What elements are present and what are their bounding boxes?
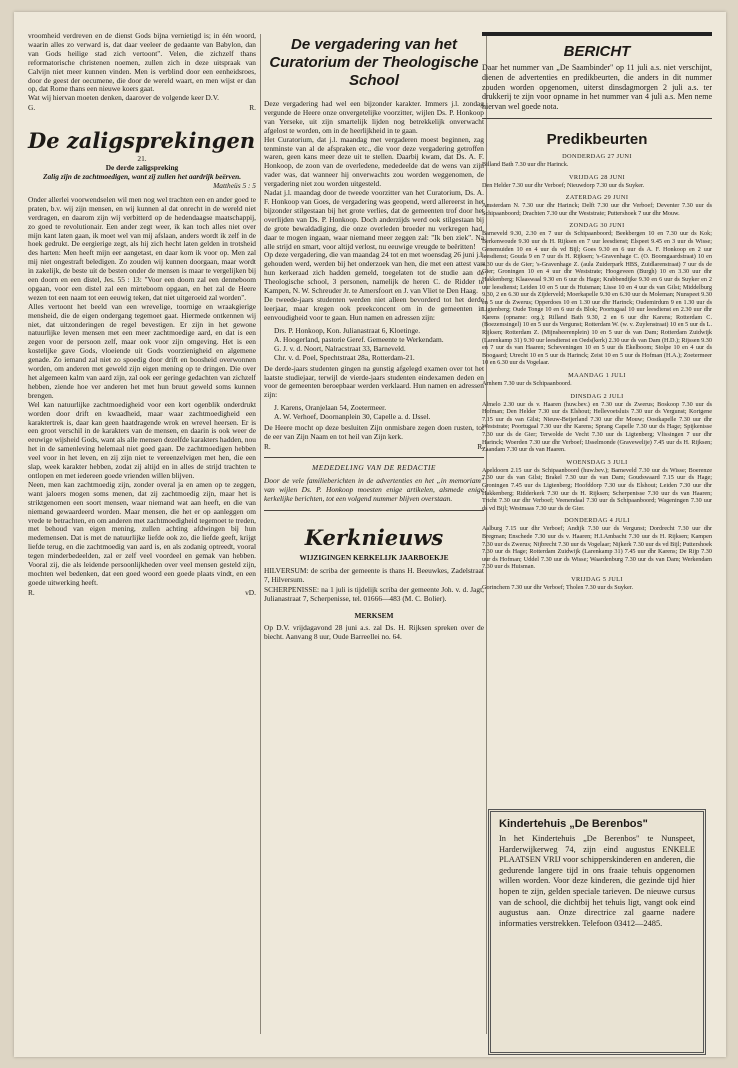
curatorium-paragraph: Nadat j.l. maandag door de tweede voorzitter van het Curatorium, Ds. A. F. Honkoop van Goes, de vergadering was geopend, werd allereerst in het bijzonder stilgestaan bij het grote verlies, dat de gemeenten trof door het overlijden van Ds. P. Honkoop. Doch anderzijds werd ook stilgestaan bij de grote bewaldadiging, die onze overleden broeder nu verkregen had, daar te mogen ingaan, waar niemand meer zeggen zal: "Ik ben ziek". Na alle strijd en smart, voor altijd verlost, nu eeuwige vreugde te beëritten! bbox=[264, 188, 484, 251]
bible-reference: Mattheüs 5 : 5 bbox=[213, 180, 256, 190]
day-heading: VRIJDAG 28 JUNI bbox=[568, 173, 626, 181]
day-heading: WOENSDAG 3 JULI bbox=[566, 458, 628, 466]
column-left bbox=[28, 32, 256, 597]
day-schedule: Gorinchem 7.30 uur dhr Verboef; Tholen 7.30 uur ds Suyker. bbox=[482, 583, 633, 591]
kindertehuis-advertisement bbox=[488, 809, 706, 1055]
divider bbox=[264, 510, 484, 511]
kerknieuws-subtitle: WIJZIGINGEN KERKELIJK JAARBOEKJE bbox=[299, 552, 449, 562]
signature-right: vD. bbox=[245, 587, 256, 597]
day-schedule: Almelo 2.30 uur ds v. Haaren (huw.bev.) en 7.30 uur ds Zwerus; Boskoop 7.30 uur ds Hofman; Den Helder 7.30 uur ds Elshout; Hellevoetsluis 7.30 uur ds Vergunst; Kortgene 7.15 uur ds van Gilst; Nieuw-Beijerland 7.30 uur dhr Mouw; Oostkapelle 7.30 uur dhr Weststrate; Poortugaal 7.30 uur dhr Karens; Sprang Capelle 7.30 uur ds Hage; Spijkenisse 7.30 uur ds de Gier; Terwolde de Vecht 7.30 uur ds Ligtenberg; Vlissingen 7 uur dhr Harinck; Woerden 7.30 uur dhr Verboef; IJsselmonde (Gravewelije) 7.45 uur ds H. Rijksen; Zaandam 7.30 uur ds van Haaren. bbox=[482, 400, 712, 454]
signature-left: G. bbox=[28, 103, 36, 113]
day-schedule: Aalburg 7.15 uur dhr Verboef; Andijk 7.30 uur ds Vergunst; Dordrecht 7.30 uur dhr Bregman; Enschede 7.30 uur ds v. Haaren; H.I.Ambacht 7.30 uur ds H. Rijksen; Kampen 7.30 uur ds Zwerus; Nijbrecht 7.30 uur ds Vogelaar; Nijkerk 7.30 uur ds vd Bijl; Puttershoek 7.30 uur ds Hage; Rotterdam Zuidwijk (Larenkamp 31) 7.45 uur dhr Karens; De Rijp 7.30 uur ds Hofman; Uddel 7.30 uur ds Wisse; Waardenburg 7.30 uur ds van Dam; Werkendam 7.30 uur ds Huisman. bbox=[482, 525, 712, 571]
article-paragraph: Wel kan natuurlijke zachtmoedigheid voor een kort ogenblik onderdrukt worden door drift en kwaadheid, maar waar zachtmoedigheid een karaktertrek is, daar kan geen haatdragende wrok en wrevel heersen. Er is een groot verschil in de karakters van de mensen, en daarin is ook weer de eeuwige wijsheid Gods, want als alle mensen dezelfde karakters hadden, nou het in de samenleving helemaal niet goed gaan. De zachtmoedigen hebben veel voor in het leven, en zij zijn niet te vereenzelvigen met hen, die een slap, week karakter hebben, zodat zij altijd en in alles de strijd trachten te ontlopen en met iedereen goede vrienden willen blijven. bbox=[28, 399, 256, 480]
kerknieuws-item: SCHERPENISSE: na 1 juli is tijdelijk scriba der gemeente Joh. v. d. Jagt, Julianastraat 7, Scherpenisse, tel. 01666—483 (M. C. Bolier). bbox=[264, 585, 484, 604]
predikbeurten-title: Predikbeurten bbox=[546, 130, 648, 148]
address-item: A. W. Verhoef, Doornanplein 30, Capelle a. d. IJssel. bbox=[274, 412, 431, 422]
day-heading: ZONDAG 30 JUNI bbox=[569, 222, 625, 230]
article-title: De zaligsprekingen bbox=[28, 128, 256, 154]
address-item: J. Karens, Oranjelaan 54, Zoetermeer. bbox=[274, 403, 387, 413]
signature-left: R. bbox=[28, 587, 35, 597]
day-heading: VRIJDAG 5 JULI bbox=[571, 575, 623, 583]
article-paragraph: Neen, men kan zachtmoedig zijn, zonder overal ja en amen op te zeggen, want jaloers mogen soms menen, dat zij zachtmoedig zijn, maar het is striktgenomen een soort mensen, waar niemand wat aan heeft, en die van niemand gewaardeerd worden. Maar mensen, die het er op aanleggen om vrede te betrachten, en om anderen met zachtmoedigheid tegemoet te treden, met behoud van eigen mening, zullen achting afdwingen bij hun medemensen. Dat is met de natuurlijke liefde ook zo, die liefde geeft, krijgt liefde terug, en die zachtmoedig van aard is, en als zodanig optreedt, vooral tegen minderbedeelden, zal er zelf veel voordeel en gemak van hebben. Vooral zij, die als leidende persoonlijkheden over veel mensen gesteld zijn, mochten wel bedenken, dat een goed woord een goede plaats vindt, en een goede uitwerking heeft. bbox=[28, 479, 256, 587]
advertisement-text: In het Kindertehuis „De Berenbos" te Nunspeet, Harderwijkerweg 74, zijn eind augustus ENKELE PLAATSEN VRIJ voor schipperskinderen en anderen, die gedurende langere tijd in ons fraaie tehuis opgenomen willen worden. Voor deze kinderen, die gezinde tijd hier hopen te zijn, gelden speciale tarieven. De nieuwe cursus van de school, die dichtbij het tehuis ligt, vangt ook eind augustus aan. Onze directrice zal gaarne nadere informaties verstrekken. Telefoon 03412—2485. bbox=[499, 834, 695, 928]
day-schedule: Billand Bath 7.30 uur dhr Harinck. bbox=[482, 160, 569, 168]
kerknieuws-item: HILVERSUM: de scriba der gemeente is thans H. Beeuwkes, Zadelstraat 7, Hilversum. bbox=[264, 565, 484, 584]
intro-closing: Wat wij hiervan moeten denken, daarover de volgende keer D.V. bbox=[28, 93, 219, 103]
advertisement-title: Kindertehuis „De Berenbos" bbox=[499, 818, 648, 830]
signature-right: R. bbox=[477, 442, 484, 452]
signature bbox=[28, 588, 256, 597]
article-number: 21. bbox=[137, 154, 147, 164]
curatorium-paragraph: De tweede-jaars studenten werden niet alleen bevorderd tot het derde leerjaar, maar kregen ook preekconcent om in de gemeenten in eenvoudigheid voor te gaan. Hun namen en adressen zijn: bbox=[264, 294, 484, 322]
curatorium-paragraph: Op deze vergadering, die van maandag 24 tot en met woensdag 26 juni j.l. gehouden werd, werden bij het onderzoek van hen, die met een attest van hun kerkeraad zich hadden gemeld, toegelaten tot de studie aan de Theologische school, 3 personen, namelijk de heren C. de Ridder te Kampen, N. W. Schreuder Jr. te Amersfoort en J. van Vliet te Den Haag. bbox=[264, 250, 484, 296]
day-schedule: Apeldoorn 2.15 uur ds Schipaanboord (huw.bev.); Barneveld 7.30 uur ds Wisse; Boerenze 7.30 uur ds van Gilst; Brakel 7.30 uur ds van Dam; Goudswaard 7.15 uur ds Hage; Groningen 7.45 uur ds Ligtenberg; Hoofddorp 7.30 uur ds Elshout; Leiden 7.30 uur dhr Hakkenberg; Ridderkerk 7.30 uur ds H. Rijksen; Scherpenisse 7.30 uur ds van Haaren; Tricht 7.30 uur dhr Verboef; Veenendaal 7.30 uur ds Schipaanboord; Wageningen 7.30 uur ds vd Bijl; Westmaas 7.30 uur ds de Gier. bbox=[482, 466, 712, 512]
day-schedule: Arnhem 7.30 uur ds Schipaanboord. bbox=[482, 380, 572, 388]
article-subtitle: De derde zaligspreking bbox=[105, 163, 179, 173]
newspaper-page bbox=[14, 12, 726, 1057]
day-heading: MAANDAG 1 JULI bbox=[568, 372, 626, 380]
address-item: Chr. v. d. Poel, Spechtstraat 28a, Rotterdam-21. bbox=[274, 352, 415, 362]
bericht-box bbox=[482, 32, 712, 112]
column-right bbox=[482, 32, 712, 928]
curatorium-paragraph: De Heere mocht op deze besluiten Zijn onmisbare zegen doen rusten, tot de eer van Zijn Naam en tot heil van Zijn kerk. bbox=[264, 423, 484, 442]
day-heading: DONDERDAG 4 JULI bbox=[564, 517, 630, 525]
merksem-title: MERKSEM bbox=[354, 611, 394, 621]
curatorium-title: De vergadering van het Curatorium der Theologische School bbox=[269, 36, 479, 89]
curatorium-paragraph: De derde-jaars studenten gingen na gunstig afgelegd examen over tot het laatste studiejaar, terwijl de vierde-jaars studenten eindexamen deden en voor de gemeenten beroepbaar werden verklaard. Hun namen en adressen zijn: bbox=[264, 363, 484, 400]
student-address-list bbox=[264, 326, 484, 362]
schedule-list bbox=[482, 153, 712, 592]
bericht-text: Daar het nummer van „De Saambinder" op 11 juli a.s. niet verschijnt, dienen de advertenties en predikbeurten, die anders in dit nummer zouden worden opgenomen, uiterst dinsdagmorgen 2 juli a.s. ter drukkerij te zijn voor opname in het nummer van 4 juli a.s. Men neme hiervan wel goede nota. bbox=[482, 63, 712, 112]
day-heading: DINSDAG 2 JULI bbox=[570, 392, 624, 400]
signature-left: R. bbox=[264, 442, 271, 452]
column-divider bbox=[260, 34, 261, 1034]
bible-quote: Zalig zijn de zachtmoedigen, want zij zullen het aardrijk beërven. bbox=[42, 172, 242, 182]
article-paragraph: Onder allerlei voorwendselen wil men nog wel trachten een en ander goed te praten, b.v. wij zijn mensen, en wij kunnen al dat onrecht in de wereld niet verdragen, en daarom zijn wij verbitterd op de hedendaagse maatschappij, zo goed te revolutionair. Een ander zegt weer, ik kan toch alles niet over mijn kant laten gaan, ik moet wel van mij afslaan, anders wordt ik zelf in de hoek gedrukt. De eergierige zegt, als hij zich hecht laten gelden in trotsheid des harten: Men heeft mijn eer aangetast, en daar kom ik voor op. Men zal mij niet ongestraft beledigen. Zo zouden wij kunnen doorgaan, maar wordt in zakelijk, de beste uit de besten onder de mensen is maar te vergelijken bij een doorn en een distel, Jes. 55 : 13: "Voor een doorn zal een denneboom opgaan, voor een distel zal een mirteboom opgaan, en het zal de Heere wezen tot een naam tot een eeuwig teken, dat niet uitgeroeid zal worden". bbox=[28, 194, 256, 302]
signature bbox=[28, 103, 256, 112]
day-heading: DONDERDAG 27 JUNI bbox=[562, 152, 632, 160]
intro-paragraph: vroomheid verdreven en de dienst Gods bijna vernietigd is; in één woord, waarin alles zo verward is, dat daar veeleer de gedaante van Babylon, dan van Gods heilige stad zich vertoont". Velen, die zichzelf thans reformatorische christenen noemen, zullen zich in deze uitspraak van Calvijn niet meer kunnen vinden. Men is verblind door een eenheidsroes, door de geest der oecumene, die door de wereld waart, en men wijst er dan op, dat Rome thans een nieuwe koers gaat. bbox=[28, 31, 256, 94]
kerknieuws-title: Kerknieuws bbox=[304, 524, 444, 550]
divider bbox=[482, 118, 712, 119]
day-heading: ZATERDAG 29 JUNI bbox=[565, 194, 629, 202]
address-item: A. Hoogerland, pastorie Geref. Gemeente te Werkendam. bbox=[274, 334, 444, 344]
signature bbox=[264, 442, 484, 451]
graduate-address-list bbox=[264, 403, 484, 421]
curatorium-paragraph: Deze vergadering had wel een bijzonder karakter. Immers j.l. zondag vergunde de Heere onze onvergetelijke voorzitter, wijlen Ds. P. Honkoop van Yerseke, uit zijn smartelijk lijden nog betrekkelijk onverwacht afgelost te worden, om in de heerlijkheid in te gaan. bbox=[264, 99, 484, 135]
bericht-title: BERICHT bbox=[563, 43, 631, 60]
day-schedule: Barneveld 9.30, 2.30 en 7 uur ds Schipaanboord; Beekbergen 10 en 7.30 uur ds Kok; Berkenwoude 9.30 uur ds H. Rijksen en 7 uur leesdienst; Elspeet 9.45 en 3 uur ds Wisse; Genemuiden 10 en 4 uur ds vd Bijl; Goes 9.30 en 6 uur ds A. F. Honkoop en 2 uur leesdienst; Gouda 9 en 7 uur ds H. Rijksen; 's-Gravenhage C. (O. Boomgaardstraat) 10 en 4.30 uur ds de Gier; 's-Gravenhage Z. (aula Zuiderpark HBS, Zuidlarenstraat) 7 uur ds de Gier; Groningen 10 en 4 uur dhr Weststrate; Hoogeveen (Burgh) 10 en 3.30 uur dhr Hakkenberg; Klaaswaal 9.30 en 6 uur ds Hage; Krabbendijke 9.30 en 6 uur ds Suyker en 2 uur leesdienst; Leiden 10 en 5 uur ds Huisman; Lisse 10 en 4 uur ds van Gilst; Middelburg 9.30, 2 en 6.30 uur ds Zijderveld; Moerkapelle 9.30 en 6.30 uur ds Moleman; Nunspeet 9.30 en 5 uur ds Zwerus; Opperdoes 10 en 1.30 uur dhr Harinck; Oudemirdum 9 en 1.30 uur ds Ligtenberg; Oude Tonge 10 en 6 uur ds Blok; Poortugaal 10 uur leesdienst en 2.30 uur dhr Karens (opname: org.); Rilland Bath 9.30, 2 en 6 uur dhr Karens; Rotterdam C. (Boezemsingel) 10 en 5 uur ds Vergunst; Rotterdam W. (w. v. Zuylenstraat) 10 en 5 uur ds L. Rijksen; Rotterdam Z. (Mijnsheerenplein) 10 en 5 uur ds van Dam; Rotterdam Zuidwijk (Larenkamp 31) 9.30 uur leesdienst en Oeds(kerk) 2.30 uur ds van Dam (H.D.); Rijssen 9.30 en 7 uur ds van Haaren; Scheveningen 10 en 5 uur ds Ekelboom; Stolpe 10 en 4 uur ds Boogaard; Utrecht 10 en 5 uur ds Harinck; Zeist 10 en 5 uur ds Hofman (H.A.); Zoetermeer 10 en 6.30 uur ds Vogelaar. bbox=[482, 230, 712, 367]
day-schedule: Den Helder 7.30 uur dhr Verboef; Nieuwdorp 7.30 uur ds Suyker. bbox=[482, 181, 645, 189]
divider bbox=[264, 457, 484, 458]
column-middle bbox=[264, 32, 484, 642]
address-item: G. J. v. d. Noort, Nalracstraat 33, Barneveld. bbox=[274, 343, 406, 353]
signature-right: R. bbox=[249, 103, 256, 113]
curatorium-paragraph: Het Curatorium, dat j.l. maandag met vergaderen moest beginnen, zag tenminste van al de afspraken etc., die voor deze vergadering getroffen waren, geen kans meer deze uit te stellen. Daarbij kwam, dat Ds. A. F. Honkoop, de zoon van de overledene, mededeelde dat de wens van zijn vader was, dat wanneer hij onverwachts zou worden weggenomen, de vergadering niet zou worden uitgesteld. bbox=[264, 134, 484, 189]
article-paragraph: Alles vertoont het beeld van een wrevelige, toornige en wraakgierige mensheid, die de eigen ondergang tegemoet gaat. Hiermede ontkennen wij niet, dat uitzonderingen de regel bevestigen. Er zijn in het gewone natuurlijke leven mensen met een meer zachtmoedige aard, en dat is een zegen voor de persoon zelf, maar ook voor zijn omgeving. Het is een kostelijke gave Gods, vloeiende uit Gods voorzienigheid en algemene genade. Zo iemand zal niet zo spoedig door drift en boosheid overwonnen worden, om anderen met geweld zijn eigen mening op te dringen. Die over het algemeen kalm van aard zijn, zal ook eer geringe gedachten van zichzelf hebben, ziende hoe ver anderen het met hun bruut geweld soms kunnen brengen. bbox=[28, 301, 256, 400]
address-item: Drs. P. Honkoop, Kon. Julianastraat 6, Kloetinge. bbox=[274, 325, 421, 335]
mededeling-text: Door de vele familieberichten in de advertenties en het „in memoriam" van wijlen Ds. P. Honkoop moesten enige artikelen, alsmede enige kerkelijke berichten, tot een volgend nummer blijven overstaan. bbox=[264, 476, 484, 503]
day-schedule: Amsterdam N. 7.30 uur dhr Harinck; Delft 7.30 uur dhr Verboef; Deventer 7.30 uur ds Schipaanboord; Drachten 7.30 uur dhr Weststrate; Puttershoek 7 uur dhr Mouw. bbox=[482, 202, 712, 217]
mededeling-title: MEDEDELING VAN DE REDACTIE bbox=[312, 463, 436, 473]
merksem-text: Op D.V. vrijdagavond 28 juni a.s. zal Ds. H. Rijksen spreken over de biecht. Aanvang 8 uur, Oude Barreellei no. 64. bbox=[264, 623, 484, 642]
